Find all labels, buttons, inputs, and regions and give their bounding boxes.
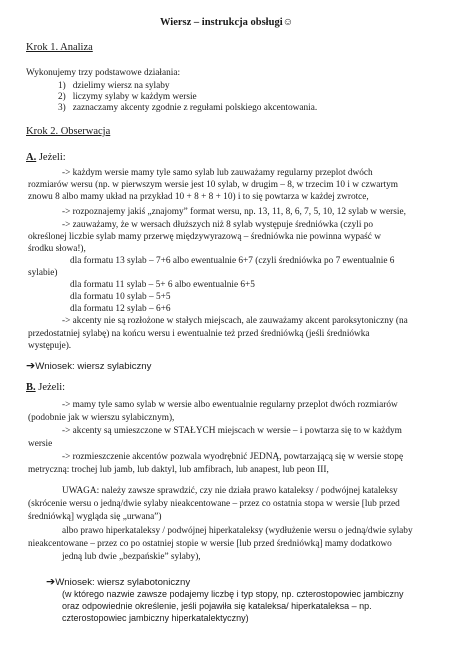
section-b-text: Jeżeli: xyxy=(38,382,66,393)
a-line: dla formatu 12 sylab – 6+6 xyxy=(70,304,171,314)
a-line: dla formatu 11 sylab – 5+ 6 albo ewentualnie 6+5 xyxy=(70,280,255,290)
krok2-heading: Krok 2. Obserwacja xyxy=(26,126,111,137)
wniosek-b xyxy=(46,576,190,589)
b-line: (skrócenie wersu o jedną/dwie sylaby nieakcentowane – przez co ostatnia stopa w wersie [lub przed xyxy=(28,499,400,509)
b-line: -> rozmieszczenie akcentów pozwala wyodrębnić JEDNĄ, powtarzającą się w wersie stopę xyxy=(62,452,404,462)
krok1-item xyxy=(58,81,170,92)
b-line: UWAGA: należy zawsze sprawdzić, czy nie działa prawo kataleksy / podwójnej kataleksy xyxy=(62,486,398,496)
item-text: dzielimy wiersz na sylaby xyxy=(72,81,170,91)
krok1-item xyxy=(58,103,317,114)
wniosek-b-text: Wniosek: wiersz sylabotoniczny xyxy=(55,577,191,588)
a-line: -> każdym wersie mamy tyle samo sylab lub zauważamy regularny przeplot dwóch xyxy=(62,168,373,178)
item-number: 2) xyxy=(58,92,66,102)
krok1-heading: Krok 1. Analiza xyxy=(26,42,93,53)
section-b-label: B. xyxy=(26,382,36,393)
a-line: dla formatu 13 sylab – 7+6 albo ewentualnie 6+7 (czyli średniówka po 7 ewentualnie 6 xyxy=(70,256,395,266)
a-line: -> rozpoznajemy jakiś „znajomy” format wersu, np. 13, 11, 8, 6, 7, 5, 10, 12 sylab w wersie, xyxy=(62,207,406,217)
a-line: -> akcenty nie są rozłożone w stałych miejscach, ale zauważamy akcent paroksytoniczny (na xyxy=(62,316,408,326)
smiley-icon: ☺ xyxy=(282,17,294,28)
document-title xyxy=(160,17,293,28)
section-a-label: A. xyxy=(26,152,37,163)
a-line: dla formatu 10 sylab – 5+5 xyxy=(70,292,171,302)
b-line: wersie xyxy=(28,439,53,449)
section-a-header xyxy=(26,152,66,163)
wniosek-b-note: (w którego nazwie zawsze podajemy liczbę i typ stopy, np. czterostopowiec jambiczny xyxy=(62,589,404,599)
b-line: jedną lub dwie „bezpańskie” sylaby), xyxy=(62,552,201,562)
a-line: sylabie) xyxy=(28,268,58,278)
wniosek-a xyxy=(26,360,151,373)
b-line: -> akcenty są umieszczone w STAŁYCH miejscach w wersie – i powtarza się to w każdym xyxy=(62,426,402,436)
section-b-header xyxy=(26,382,65,393)
section-a-text: Jeżeli: xyxy=(38,152,66,163)
a-line: przedostatniej sylabę) na końcu wersu i ewentualnie też przed średniówką (jeśli średniówka xyxy=(28,329,370,339)
b-line: średniówką] wygląda się „urwana”) xyxy=(28,512,162,522)
b-line: albo prawo hiperkataleksy / podwójnej hiperkataleksy (wydłużenie wersu o jedną/dwie sylaby xyxy=(62,526,413,536)
b-line: nieakcentowane – przez co po ostatniej stopie w wersie [lub przed średniówką] mamy dodatkowo xyxy=(28,539,392,549)
b-line: (podobnie jak w wierszu sylabicznym), xyxy=(28,413,175,423)
a-line: znowu 8 albo mamy układ na przykład 10 + 8 + 8 + 10) i to się powtarza w każdej zwrotce, xyxy=(28,192,369,202)
a-line: występuje). xyxy=(28,341,72,351)
item-text: zaznaczamy akcenty zgodnie z regułami polskiego akcentowania. xyxy=(72,103,318,113)
wniosek-b-note: czterostopowiec jambiczny hiperkatalektyczny) xyxy=(62,613,249,623)
a-line: środku słowa!), xyxy=(28,244,86,254)
a-line: rozmiarów wersu (np. w pierwszym wersie jest 10 sylab, w drugim – 8, w trzecim 10 i w czwartym xyxy=(28,180,398,190)
arrow-right-icon: ➔ xyxy=(26,359,36,372)
item-number: 3) xyxy=(58,103,66,113)
wniosek-b-note: oraz odpowiednie określenie, jeśli pojawiła się kataleksa/ hiperkataleksa – np. xyxy=(62,601,372,611)
krok1-item xyxy=(58,92,197,103)
arrow-right-icon: ➔ xyxy=(46,575,56,588)
b-line: metryczną: trochej lub jamb, lub daktyl, lub amfibrach, lub anapest, lub peon III, xyxy=(28,465,329,475)
title-text: Wiersz – instrukcja obsługi xyxy=(160,17,283,28)
a-line: określonej liczbie sylab mamy przerwę międzywyrazową – średniówka nie powinna wypaść w xyxy=(28,232,381,242)
b-line: -> mamy tyle samo sylab w wersie albo ewentualnie regularny przeplot dwóch rozmiarów xyxy=(62,400,398,410)
item-number: 1) xyxy=(58,81,66,91)
krok1-intro: Wykonujemy trzy podstawowe działania: xyxy=(26,68,181,78)
wniosek-a-text: Wniosek: wiersz sylabiczny xyxy=(35,361,152,372)
item-text: liczymy sylaby w każdym wersie xyxy=(72,92,197,102)
a-line: -> zauważamy, że w wersach dłuższych niż 8 sylab występuje średniówka (czyli po xyxy=(62,220,374,230)
